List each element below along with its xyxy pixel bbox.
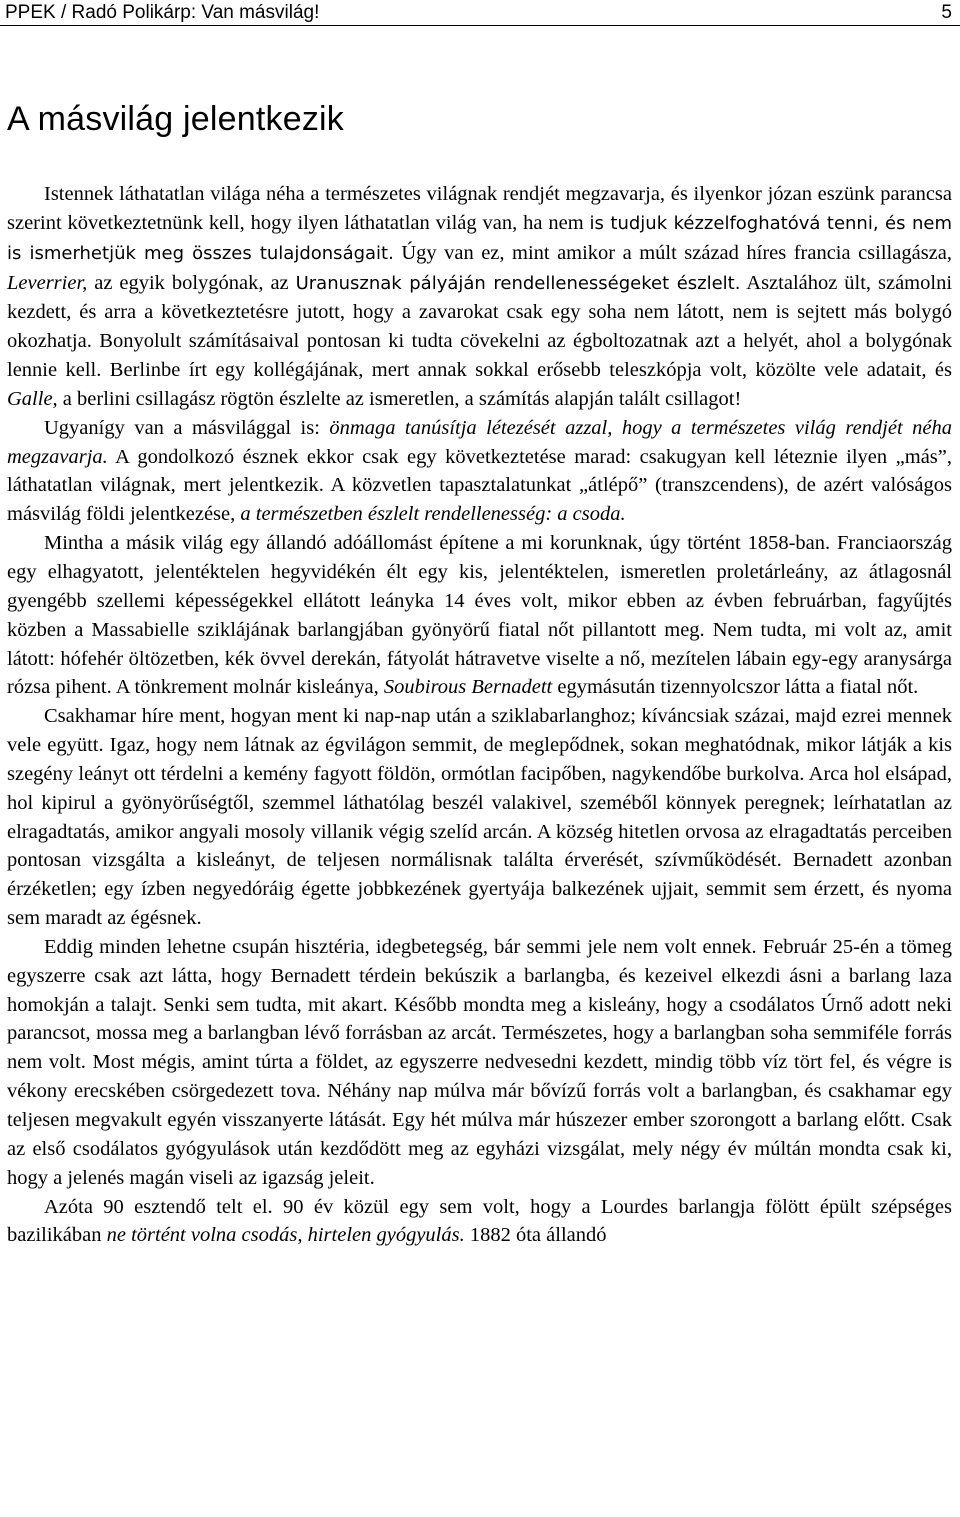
text-run: A gondolkozó észnek ekkor csak egy következtetése marad: csakugyan kell léteznie ilyen „más”, láthatatlan világnak, mert jelentkezik. A közvetlen tapasztalatunkat „átlépő” (transzcendens), de azért valóságos másvilág földi jelentkezése, (7, 445, 952, 526)
text-run: Mintha a másik világ egy állandó adóállomást építene a mi korunknak, úgy történt 1858-ban. Franciaország egy elhagyatott, jelentéktelen hegyvidékén élt egy kis, jelentéktelen, ismeretlen proletárleány, az átlagosnál gyengébb szellemi képességekkel ellátott leányka 14 éves volt, mikor ebben az évben februárban, fagyűjtés közben a Massabielle sziklájának barlangjában gyönyörű fiatal nőt pillantott meg. Nem tudta, mi volt az, amit látott: hófehér öltözetben, kék övvel derekán, fátyolát hátravetve viselte a nő, mezítelen lábain egy-egy aranysárga rózsa pihent. A tönkrement molnár kisleánya, (7, 532, 952, 699)
text-run: Uranusznak pályáján rendellenességeket észlelt. (295, 272, 741, 294)
text-run: Ugyanígy van a másvilággal is: (44, 416, 330, 439)
italic-text: Soubirous Bernadett (383, 676, 553, 699)
italic-text: a természetben észlelt rendellenesség: a csoda. (240, 503, 626, 526)
paragraph (7, 702, 952, 933)
text-run: Istennek láthatatlan világa néha a természetes világnak rendjét megzavarja, és ilyenkor józan eszünk parancsa szerint következtetnünk kell, hogy ilyen láthatatlan világ van, ha nem (7, 183, 952, 234)
text-run: a berlini csillagász rögtön észlelte az ismeretlen, a számítás alapján talált csillagot! (57, 387, 742, 410)
text-run: Asztalához ült, számolni kezdett, és arra a következtetésre jutott, hogy a zavarokat csak egy soha nem látott, nem is sejtett más bolygó okozhatja. Bonyolult számításaival pontosan ki tudta cövekelni az égboltozatnak azt a helyét, ahol a bolygónak lennie kell. Berlinbe írt egy kollégájának, mert annak sokkal erősebb teleszkópja volt, közölte vele adatait, és (7, 271, 953, 382)
running-title: PPEK / Radó Polikárp: Van másvilág! (5, 2, 320, 23)
paragraph (7, 414, 952, 529)
paragraph (7, 933, 952, 1193)
body-text (7, 180, 952, 1250)
paragraph (7, 529, 952, 702)
text-run: is tudjuk kézzelfoghatóvá tenni, és nem is ismerhetjük meg összes tulajdonságait. (7, 212, 952, 264)
page-number: 5 (941, 2, 952, 23)
text-run: egymásután tizennyolcszor látta a fiatal nőt. (552, 676, 919, 699)
italic-text: Galle, (7, 387, 58, 410)
italic-text: Leverrier, (7, 271, 88, 294)
chapter-heading: A másvilág jelentkezik (7, 100, 344, 138)
text-run: 1882 óta állandó (464, 1224, 607, 1247)
text-run: Eddig minden lehetne csupán hisztéria, idegbetegség, bár semmi jele nem volt ennek. Február 25-én a tömeg egyszerre csak azt látta, hogy Bernadett térdein bekúszik a barlangba, és kezeivel elkezdi ásni a barlang laza homokján a talajt. Senki sem tudta, mit akart. Később mondta meg a kisleány, hogy a csodálatos Úrnő adott neki parancsot, mossa meg a barlangban lévő forrásban az arcát. Természetes, hogy a barlangban soha semmiféle forrás nem volt. Most mégis, amint túrta a földet, az egyszerre nedvesedni kezdett, mindig több víz tört fel, és végre is vékony erecskében csörgedezett tova. Néhány nap múlva már bővízű forrás volt a barlangban, és csakhamar egy teljesen megvakult egyén visszanyerte látását. Egy hét múlva már húszezer ember szorongott a barlang előtt. Csak az első csodálatos gyógyulások után kezdődött meg az egyházi vizsgálat, mely négy év múltán mondta csak ki, hogy a jelenés magán viseli az igazság jeleit. (7, 935, 952, 1189)
text-run: Csakhamar híre ment, hogyan ment ki nap-nap után a sziklabarlanghoz; kíváncsiak százai, majd ezrei mennek vele együtt. Igaz, hogy nem látnak az égvilágon semmit, de meglepődnek, sokan meghatódnak, mikor látják a kis szegény leányt ott térdelni a kemény fagyott földön, ormótlan facipőben, nagykendőbe burkolva. Arca hol elsápad, hol kipirul a gyönyörűségtől, szemmel láthatólag beszél valakivel, szeméből könnyek peregnek; leírhatatlan az elragadtatás, amikor angyali mosoly villanik végig szelíd arcán. A község hitetlen orvosa az elragadtatás perceiben pontosan vizsgálta a kisleányt, de teljesen normálisnak találta érverését, szívműködését. Bernadett azonban érzéketlen; egy ízben negyedóráig égette jobbkezének gyertyája balkezének ujjait, semmit sem érzett, és nyoma sem maradt az égésnek. (7, 705, 952, 930)
paragraph (7, 1193, 952, 1251)
paragraph (7, 180, 952, 414)
text-run: az egyik bolygónak, az (87, 271, 296, 294)
italic-text: ne történt volna csodás, hirtelen gyógyulás. (106, 1224, 465, 1247)
text-run: Úgy van ez, mint amikor a múlt század híres francia csillagásza, (393, 241, 952, 264)
text-run: Azóta 90 esztendő telt el. 90 év közül egy sem volt, hogy a Lourdes barlangja fölött épült szépséges bazilikában (7, 1195, 952, 1247)
running-header (0, 0, 960, 26)
header-rule (0, 25, 960, 26)
italic-text: önmaga tanúsítja létezését azzal, hogy a természetes világ rendjét néha megzavarja. (7, 416, 952, 468)
